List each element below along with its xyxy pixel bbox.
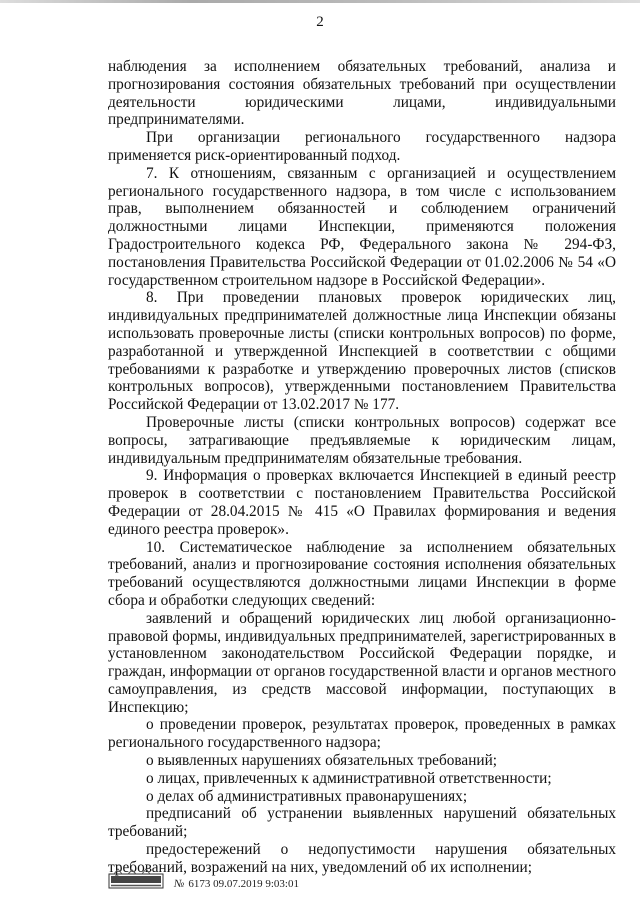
page-number: 2 <box>316 14 324 30</box>
paragraph: Проверочные листы (списки контрольных вопросов) содержат все вопросы, затрагивающие предъявляемые к юридическим лицам, индивидуальным предпринимателям обязательные требования. <box>108 413 616 467</box>
paragraph: 8. При проведении плановых проверок юридических лиц, индивидуальных предпринимателей должностные лица Инспекции обязаны использовать проверочные листы (списки контрольных вопросов) по форме, разработанной и утвержденной Инспекцией в соответствии с общими требованиями к разработке и утверждению проверочных листов (списков контрольных вопросов), утвержденными постановлением Правительства Российской Федерации от 13.02.2017 № 177. <box>108 289 616 414</box>
paragraph: о выявленных нарушениях обязательных требований; <box>146 752 497 770</box>
paragraph: 7. К отношениям, связанным с организацией и осуществлением регионального государственного надзора, в том числе с использованием прав, выполнением обязанностей и соблюдением ограничений должностными лицами Инспекции, применяются положения Градостроительного кодекса РФ, Федерального закона № 294-ФЗ, постановления Правительства Российской Федерации от 01.02.2006 № 54 «О государственном строительном надзоре в Российской Федерации». <box>108 164 616 289</box>
paragraph: 9. Информация о проверках включается Инспекцией в единый реестр проверок в соответствии с постановлением Правительства Российской Федерации от 28.04.2015 № 415 «О Правилах формирования и ведения единого реестра проверок». <box>108 467 616 538</box>
paragraph: о проведении проверок, результатах проверок, проведенных в рамках регионального государственного надзора; <box>108 716 616 752</box>
scan-top-edge <box>0 0 640 3</box>
paragraph: При организации регионального государственного надзора применяется риск-ориентированный подход. <box>108 129 616 164</box>
paragraph: о лицах, привлеченных к административной ответственности; <box>146 769 552 787</box>
paragraph: о делах об административных правонарушениях; <box>146 787 468 805</box>
registry-stamp-logo <box>108 868 164 894</box>
number-sign: № <box>174 878 185 890</box>
paragraph: предписаний об устранении выявленных нарушений обязательных требований; <box>108 805 616 841</box>
paragraph: заявлений и обращений юридических лиц любой организационно-правовой формы, индивидуальных предпринимателей, зарегистрированных в установленном законодательством Российской Федерации порядке, и граждан, информации от органов государственной власти и органов местного самоуправления, из средств массовой информации, поступающих в Инспекцию; <box>108 609 616 716</box>
document-registration-code <box>174 878 299 890</box>
footer <box>108 864 508 900</box>
paragraph: наблюдения за исполнением обязательных требований, анализа и прогнозирования состояния обязательных требований при осуществлении деятельности юридическими лицами, индивидуальными предпринимателями. <box>108 58 616 129</box>
paragraph: предостережений о недопустимости нарушения обязательных требований, возражений на них, уведомлений об их исполнении; <box>108 841 616 876</box>
document-body <box>108 58 616 877</box>
paragraph: 10. Систематическое наблюдение за исполнением обязательных требований, анализ и прогнозирование состояния исполнения обязательных требований осуществляются должностными лицами Инспекции в форме сбора и обработки следующих сведений: <box>108 538 616 609</box>
registration-datetime: 6173 09.07.2019 9:03:01 <box>188 878 299 890</box>
